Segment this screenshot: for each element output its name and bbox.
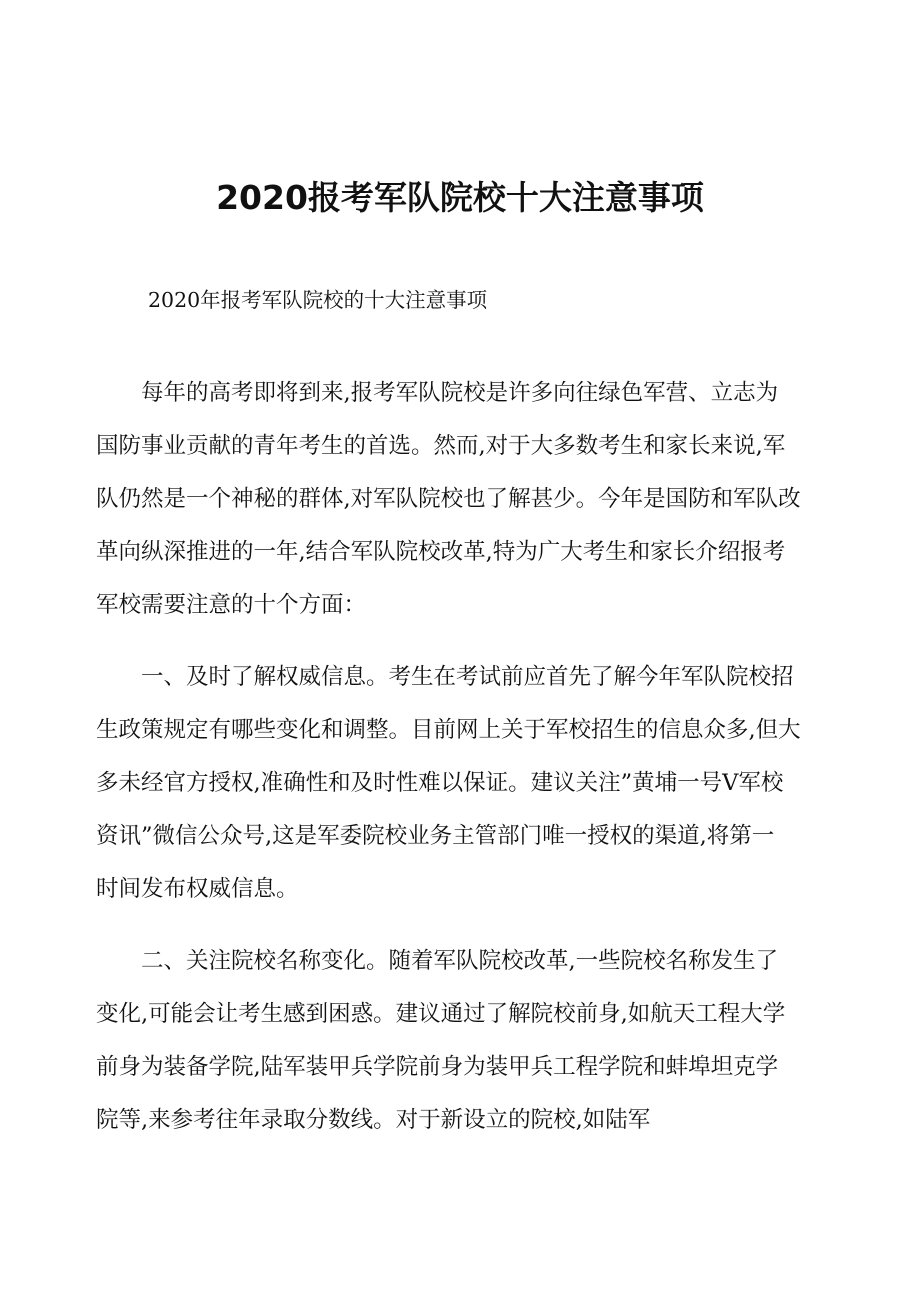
paragraph-line: 时间发布权威信息。	[96, 876, 299, 902]
document-title: 2020报考军队院校十大注意事项	[216, 178, 704, 217]
paragraph-line: 队仍然是一个神秘的群体,对军队院校也了解甚少。今年是国防和军队改	[96, 486, 801, 512]
paragraph-item-one	[96, 651, 836, 916]
paragraph-intro	[96, 367, 836, 632]
paragraph-line: 国防事业贡献的青年考生的首选。然而,对于大多数考生和家长来说,军	[96, 433, 786, 459]
paragraph-line: 每年的高考即将到来,报考军队院校是许多向往绿色军营、立志为	[96, 380, 779, 406]
paragraph-line: 军校需要注意的十个方面：	[96, 592, 367, 618]
paragraph-line: 资讯”微信公众号,这是军委院校业务主管部门唯一授权的渠道,将第一	[96, 823, 775, 849]
paragraph-line: 院等,来参考往年录取分数线。对于新设立的院校,如陆军	[96, 1107, 651, 1133]
paragraph-item-two	[96, 935, 836, 1147]
paragraph-line: 生政策规定有哪些变化和调整。目前网上关于军校招生的信息众多,但大	[96, 717, 801, 743]
paragraph-line: 前身为装备学院,陆军装甲兵学院前身为装甲兵工程学院和蚌埠坦克学	[96, 1054, 779, 1080]
paragraph-line: 一、及时了解权威信息。考生在考试前应首先了解今年军队院校招	[96, 664, 794, 690]
paragraph-line: 革向纵深推进的一年,结合军队院校改革,特为广大考生和家长介绍报考	[96, 539, 786, 565]
paragraph-line: 多未经官方授权,准确性和及时性难以保证。建议关注”黄埔一号V军校	[96, 770, 784, 796]
paragraph-line: 变化,可能会让考生感到困惑。建议通过了解院校前身,如航天工程大学	[96, 1001, 786, 1027]
document-subtitle: 2020年报考军队院校的十大注意事项	[148, 288, 488, 312]
paragraph-line: 二、关注院校名称变化。随着军队院校改革,一些院校名称发生了	[96, 948, 779, 974]
